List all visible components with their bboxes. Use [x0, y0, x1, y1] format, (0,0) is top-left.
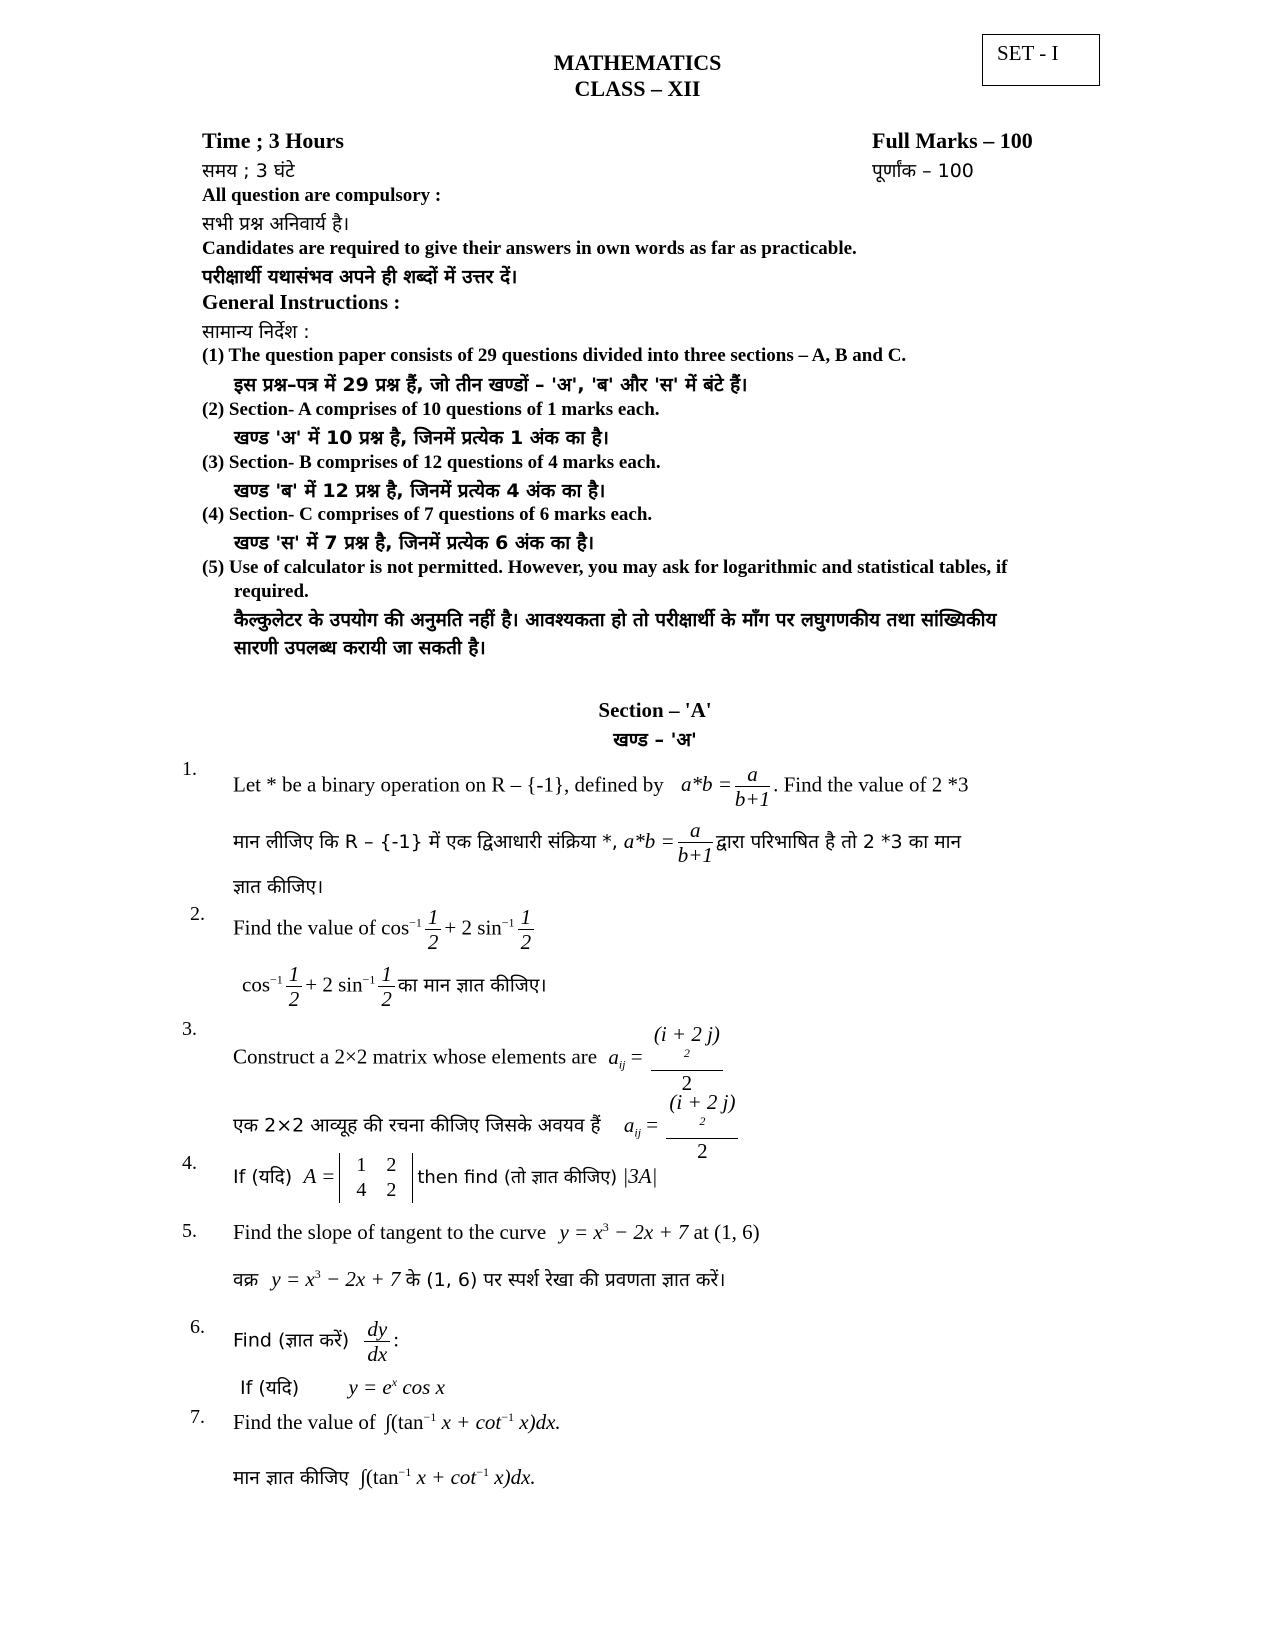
q3-fraction — [651, 1022, 723, 1095]
q1-hi-lhs: a*b = — [623, 829, 675, 854]
q1-hi-a: मान लीजिए कि R – {-1} में एक द्विआधारी संक्रिया *, — [233, 831, 618, 854]
q6-dx: dx — [367, 1342, 388, 1367]
q1-hi-c: ज्ञात कीजिए। — [233, 876, 324, 898]
q6-derivative — [364, 1317, 390, 1366]
q1-hindi — [233, 818, 961, 867]
q6-find — [233, 1317, 399, 1366]
q3-english: Construct a 2×2 matrix whose elements are $a_{ij}$ = (i + 2 j) $^2$ 2 — [233, 1022, 726, 1095]
q1-english — [233, 762, 968, 811]
q6-find-text: Find (ज्ञात करें) — [233, 1329, 350, 1352]
q1-fraction — [735, 762, 770, 811]
q5-number: 5. — [182, 1220, 197, 1242]
q4-post: then find (तो ज्ञात कीजिए) — [417, 1166, 618, 1188]
q3-sq: 2 — [683, 1046, 690, 1061]
instruction-2-en: (2) Section- A comprises of 10 questions of 1 marks each. — [202, 399, 660, 420]
q5-hi-eq-exp: 3 — [314, 1267, 321, 1281]
q3-sub: ij — [618, 1057, 626, 1072]
q7-number: 7. — [190, 1406, 205, 1428]
q6-if — [240, 1374, 445, 1400]
q6-eq: y = e — [348, 1375, 392, 1399]
q5-hi-pre: वक्र — [233, 1269, 259, 1291]
q2-frac-2 — [518, 905, 535, 954]
q1-text-b: . Find the value of 2 *3 — [773, 772, 969, 797]
q7-mid: x + cot — [436, 1410, 502, 1434]
subject-title: MATHEMATICS — [553, 50, 722, 75]
q6-exp: x — [391, 1375, 398, 1389]
instruction-2-hi: खण्ड 'अ' में 10 प्रश्न है, जिनमें प्रत्येक 1 अंक का है। — [234, 427, 609, 449]
q1-text-a: Let * be a binary operation on R – {-1}, defined by — [233, 772, 664, 797]
q2-frac-2-den: 2 — [520, 930, 532, 955]
set-label: SET - I — [997, 41, 1059, 65]
q2-hi-frac-2-den: 2 — [381, 987, 392, 1012]
q7-exp-1: −1 — [423, 1410, 437, 1424]
q7-exp-2: −1 — [501, 1410, 515, 1424]
compulsory-hi: सभी प्रश्न अनिवार्य है। — [202, 213, 350, 235]
q3-frac-num — [651, 1022, 723, 1071]
q4-line — [233, 1153, 657, 1203]
q2-hi-exp-2: −1 — [362, 972, 376, 987]
q2-hi-frac-1-num: 1 — [286, 962, 303, 987]
q4-A: A = — [303, 1163, 336, 1188]
instruction-5-en-cont: required. — [234, 581, 309, 602]
q7-end: x)dx. — [514, 1410, 561, 1434]
q5-hi-post: के (1, 6) पर स्पर्श रेखा की प्रवणता ज्ञात करें। — [405, 1269, 726, 1291]
q7-hi-end: x)dx. — [489, 1465, 536, 1489]
q7-hi-exp-1: −1 — [398, 1465, 412, 1479]
q2-cos: cos — [381, 915, 410, 940]
instruction-4-hi: खण्ड 'स' में 7 प्रश्न है, जिनमें प्रत्येक 6 अंक का है। — [234, 532, 595, 554]
general-instructions-hi: सामान्य निर्देश : — [202, 321, 310, 343]
q5-eq: y = x — [559, 1220, 603, 1244]
q4-det: |3A| — [622, 1163, 658, 1188]
q6-if-text: If (यदि) — [240, 1377, 300, 1399]
q5-text: Find the slope of tangent to the curve — [233, 1220, 547, 1244]
q3-hi-frac-den: 2 — [697, 1139, 708, 1164]
q1-frac-num: a — [735, 762, 770, 787]
q5-eq-exp: 3 — [602, 1220, 609, 1234]
q1-hi-fraction — [678, 818, 713, 867]
q4-m21: 4 — [356, 1179, 367, 1201]
q2-hi-text: का मान ज्ञात कीजिए। — [397, 974, 547, 997]
q1-number: 1. — [182, 758, 197, 780]
time-en: Time ; 3 Hours — [202, 128, 344, 153]
q1-hi-frac-den: b+1 — [677, 843, 713, 868]
compulsory-en: All question are compulsory : — [202, 185, 442, 206]
q7-hi-text: मान ज्ञात कीजिए — [233, 1467, 349, 1489]
q3-text: Construct a 2×2 matrix whose elements are — [233, 1044, 598, 1069]
class-title: CLASS – XII — [574, 76, 701, 101]
q2-frac-1-num: 1 — [425, 905, 442, 930]
instruction-5-hi: कैल्कुलेटर के उपयोग की अनुमति नहीं है। आवश्यकता हो तो परीक्षार्थी के माँग पर लघुगणकीय तथा सांख्यिकीय — [234, 609, 997, 631]
q3-aij: a — [608, 1044, 619, 1069]
candidates-en: Candidates are required to give their answers in own words as far as practicable. — [202, 238, 857, 259]
q7-hi-mid: x + cot — [411, 1465, 477, 1489]
q2-hi-frac-2 — [378, 962, 395, 1011]
q2-hindi — [242, 962, 547, 1011]
q7-english — [233, 1410, 561, 1435]
instruction-4-en: (4) Section- C comprises of 7 questions of 6 marks each. — [202, 504, 653, 525]
q5-hindi — [233, 1266, 725, 1292]
marks-en: Full Marks – 100 — [872, 128, 1033, 153]
instruction-5-hi-cont: सारणी उपलब्ध करायी जा सकती है। — [234, 637, 486, 659]
q6-dy: dy — [364, 1317, 390, 1342]
q2-hi-frac-2-num: 1 — [378, 962, 395, 987]
q5-english — [233, 1220, 760, 1245]
q2-number: 2. — [190, 903, 205, 925]
q5-hi-eq-rest: − 2x + 7 — [320, 1267, 401, 1291]
q2-text: Find the value of — [233, 915, 376, 940]
q7-hindi — [233, 1464, 536, 1490]
q2-english — [233, 905, 537, 954]
q2-frac-1-den: 2 — [427, 930, 439, 955]
q3-hi-frac-num — [666, 1090, 738, 1139]
time-hi: समय ; 3 घंटे — [202, 160, 295, 182]
q5-at: at (1, 6) — [693, 1220, 760, 1244]
q1-hi-frac-num: a — [678, 818, 713, 843]
q1-lhs: a*b = — [680, 772, 732, 797]
q1-hi-b: द्वारा परिभाषित है तो 2 *3 का मान — [715, 831, 962, 854]
q3-hindi: एक 2×2 आव्यूह की रचना कीजिए जिसके अवयव हैं $a_{ij}$ = (i + 2 j) $^2$ 2 — [233, 1090, 741, 1163]
q3-frac-den: 2 — [681, 1071, 693, 1096]
q7-integral: ∫(tan — [385, 1410, 424, 1434]
q4-pre: If (यदि) — [233, 1165, 293, 1188]
q3-hi-fraction — [666, 1090, 738, 1163]
instruction-1-hi: इस प्रश्न–पत्र में 29 प्रश्न हैं, जो तीन खण्डों – 'अ', 'ब' और 'स' में बंटे हैं। — [234, 374, 748, 396]
q2-plus: + 2 sin — [444, 915, 502, 940]
q6-colon: : — [393, 1327, 400, 1352]
instruction-3-hi: खण्ड 'ब' में 12 प्रश्न है, जिनमें प्रत्येक 4 अंक का है। — [234, 480, 606, 502]
general-instructions-en: General Instructions : — [202, 290, 401, 314]
q4-m11: 1 — [356, 1154, 367, 1176]
q4-m12: 2 — [386, 1154, 397, 1176]
q6-number: 6. — [190, 1316, 205, 1338]
q4-matrix — [339, 1153, 413, 1203]
q3-hi-aij: a — [623, 1112, 635, 1137]
instruction-1-en: (1) The question paper consists of 29 questions divided into three sections – A, B and C. — [202, 345, 907, 366]
q2-hi-cos: cos — [242, 972, 270, 997]
q3-hi-num-expr: (i + 2 j) — [669, 1090, 736, 1114]
q1-frac-den: b+1 — [734, 787, 771, 812]
q6-rest: cos x — [397, 1375, 445, 1399]
instruction-5-en: (5) Use of calculator is not permitted. However, you may ask for logarithmic and statistical tables, if — [202, 557, 1008, 578]
q4-m22: 2 — [386, 1179, 397, 1201]
section-title-hi: खण्ड – 'अ' — [613, 729, 697, 751]
q7-hi-integral: ∫(tan — [360, 1465, 399, 1489]
q2-hi-frac-1-den: 2 — [288, 987, 300, 1012]
q2-frac-1 — [425, 905, 442, 954]
q5-hi-eq: y = x — [271, 1267, 315, 1291]
candidates-hi: परीक्षार्थी यथासंभव अपने ही शब्दों में उत्तर दें। — [202, 266, 518, 288]
q4-number: 4. — [182, 1152, 197, 1174]
q7-hi-exp-2: −1 — [476, 1465, 490, 1479]
q2-exp-1: −1 — [409, 915, 422, 930]
q2-exp-2: −1 — [501, 915, 515, 930]
q2-frac-2-num: 1 — [518, 905, 535, 930]
q3-hi-text: एक 2×2 आव्यूह की रचना कीजिए जिसके अवयव हैं — [233, 1114, 601, 1137]
q3-number: 3. — [182, 1018, 197, 1040]
q3-num-expr: (i + 2 j) — [653, 1022, 720, 1046]
marks-hi: पूर्णांक – 100 — [872, 160, 974, 182]
q2-hi-plus: + 2 sin — [305, 972, 363, 997]
q3-hi-sub: ij — [634, 1125, 642, 1140]
q2-hi-exp-1: −1 — [270, 972, 283, 987]
q7-text: Find the value of — [233, 1410, 376, 1434]
section-title-en: Section – 'A' — [598, 698, 712, 722]
q2-hi-frac-1 — [286, 962, 303, 1011]
q3-hi-sq: 2 — [699, 1114, 706, 1129]
instruction-3-en: (3) Section- B comprises of 12 questions of 4 marks each. — [202, 452, 661, 473]
q5-eq-rest: − 2x + 7 — [608, 1220, 689, 1244]
